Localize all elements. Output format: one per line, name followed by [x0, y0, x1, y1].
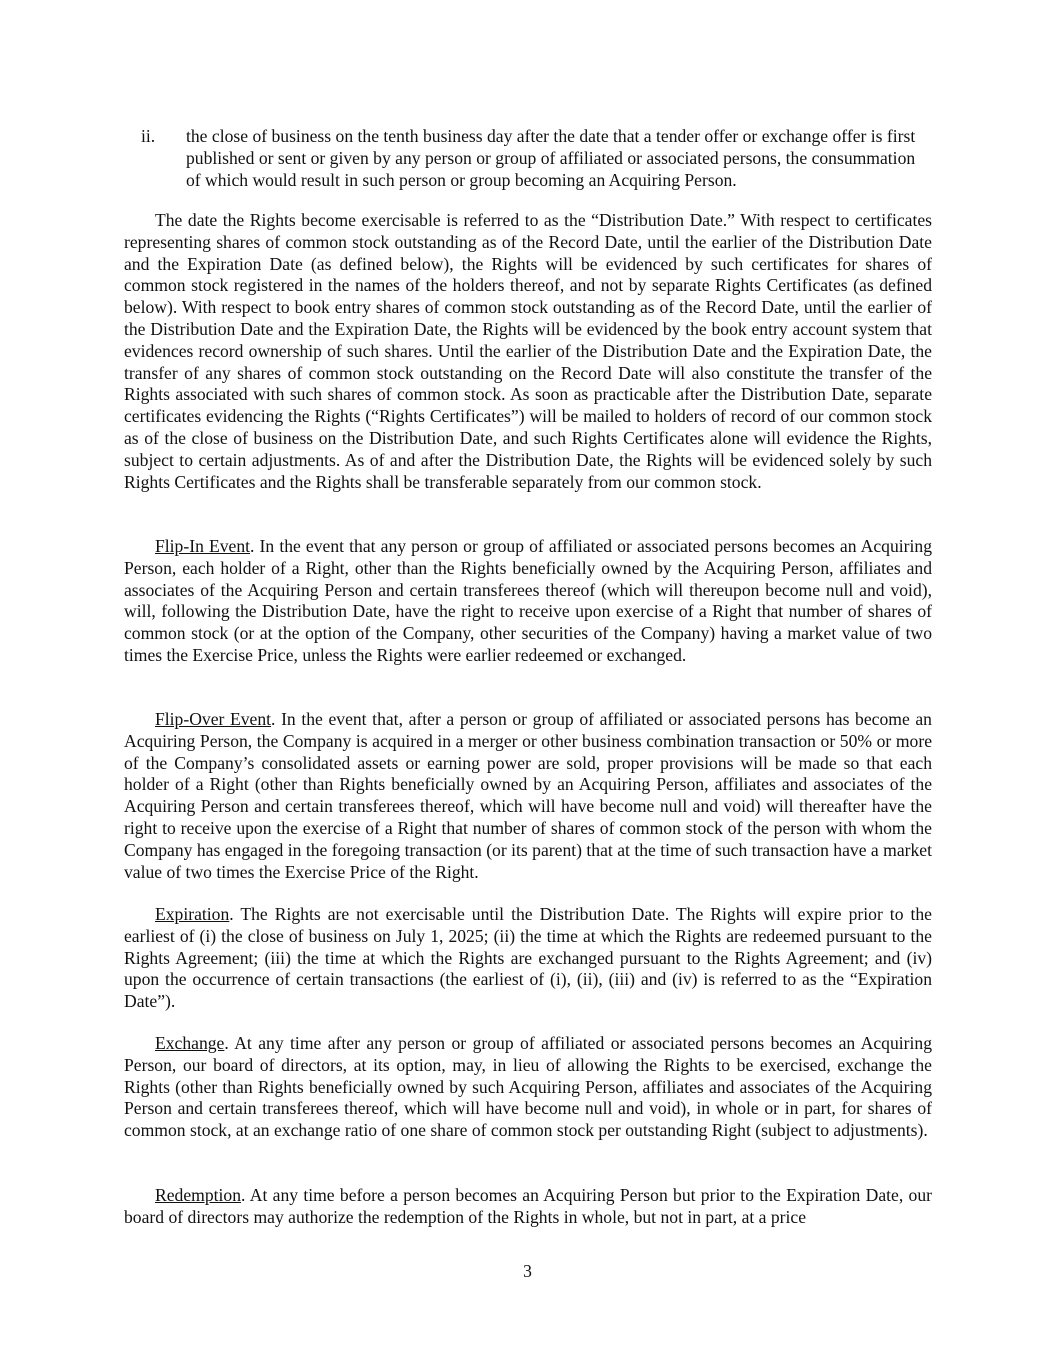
- flip-over-heading: Flip-Over Event: [155, 709, 272, 729]
- list-item-ii: [124, 126, 932, 191]
- list-item-number: ii.: [141, 126, 156, 146]
- flip-in-text: . In the event that any person or group of affiliated or associated persons becomes an Acquiring Person, each holder of a Right, other than the Rights beneficially owned by the Acquiring Person, affiliates and associates of the Acquiring Person and certain transferees thereof (which will thereupon become null and void), will, following the Distribution Date, have the right to receive upon exercise of a Right that number of shares of common stock (or at the option of the Company, other securities of the Company) having a market value of two times the Exercise Price, unless the Rights were earlier redeemed or exchanged.: [124, 536, 932, 665]
- paragraph-exchange: [124, 1033, 932, 1142]
- list-item-text: the close of business on the tenth business day after the date that a tender offer or exchange offer is first published or sent or given by any person or group of affiliated or associated persons, the consummation of which would result in such person or group becoming an Acquiring Person.: [186, 126, 916, 190]
- page-number: 3: [523, 1261, 532, 1281]
- paragraph-flip-over-event: [124, 709, 932, 883]
- redemption-text: . At any time before a person becomes an Acquiring Person but prior to the Expiration Date, our board of directors may authorize the redemption of the Rights in whole, but not in part, at a price: [124, 1185, 932, 1227]
- expiration-text: . The Rights are not exercisable until the Distribution Date. The Rights will expire prior to the earliest of (i) the close of business on July 1, 2025; (ii) the time at which the Rights are redeemed pursuant to the Rights Agreement; (iii) the time at which the Rights are exchanged pursuant to the Rights Agreement; and (iv) upon the occurrence of certain transactions (the earliest of (i), (ii), (iii) and (iv) is referred to as the “Expiration Date”).: [124, 904, 932, 1012]
- redemption-heading: Redemption: [155, 1185, 242, 1205]
- paragraph-flip-in-event: [124, 536, 932, 667]
- flip-over-text: . In the event that, after a person or group of affiliated or associated persons has become an Acquiring Person, the Company is acquired in a merger or other business combination transaction or 50% or more of the Company’s consolidated assets or earning power are sold, proper provisions will be made so that each holder of a Right (other than Rights beneficially owned by an Acquiring Person, affiliates and associates of the Acquiring Person and certain transferees thereof, which will have become null and void) will thereafter have the right to receive upon the exercise of a Right that number of shares of common stock of the person with whom the Company has engaged in the foregoing transaction (or its parent) that at the time of such transaction have a market value of two times the Exercise Price of the Right.: [124, 709, 932, 882]
- exchange-heading: Exchange: [155, 1033, 225, 1053]
- exchange-text: . At any time after any person or group of affiliated or associated persons becomes an Acquiring Person, our board of directors, at its option, may, in lieu of allowing the Rights to be exercised, exchange the Rights (other than Rights beneficially owned by such Acquiring Person, affiliates and associates of the Acquiring Person and certain transferees thereof, which will have become null and void), in whole or in part, for shares of common stock, at an exchange ratio of one share of common stock per outstanding Right (subject to adjustments).: [124, 1033, 932, 1141]
- expiration-heading: Expiration: [155, 904, 230, 924]
- flip-in-heading: Flip-In Event: [155, 536, 251, 556]
- paragraph-distribution-text: The date the Rights become exercisable is referred to as the “Distribution Date.” With respect to certificates representing shares of common stock outstanding as of the Record Date, until the earlier of the Distribution Date and the Expiration Date (as defined below), the Rights will be evidenced by such certificates for shares of common stock registered in the names of the holders thereof, and not by separate Rights Certificates (as defined below). With respect to book entry shares of common stock outstanding as of the Record Date, until the earlier of the Distribution Date and the Expiration Date, the Rights will be evidenced by the book entry account system that evidences record ownership of such shares. Until the earlier of the Distribution Date and the Expiration Date, the transfer of any shares of common stock outstanding on the Record Date will also constitute the transfer of the Rights associated with such shares of common stock. As soon as practicable after the Distribution Date, separate certificates evidencing the Rights (“Rights Certificates”) will be mailed to holders of record of our common stock as of the close of business on the Distribution Date, and such Rights Certificates alone will evidence the Rights, subject to certain adjustments. As of and after the Distribution Date, the Rights will be evidenced solely by such Rights Certificates and the Rights shall be transferable separately from our common stock.: [124, 210, 932, 492]
- paragraph-distribution-date: [124, 210, 932, 493]
- paragraph-redemption: [124, 1185, 932, 1229]
- paragraph-expiration: [124, 904, 932, 1013]
